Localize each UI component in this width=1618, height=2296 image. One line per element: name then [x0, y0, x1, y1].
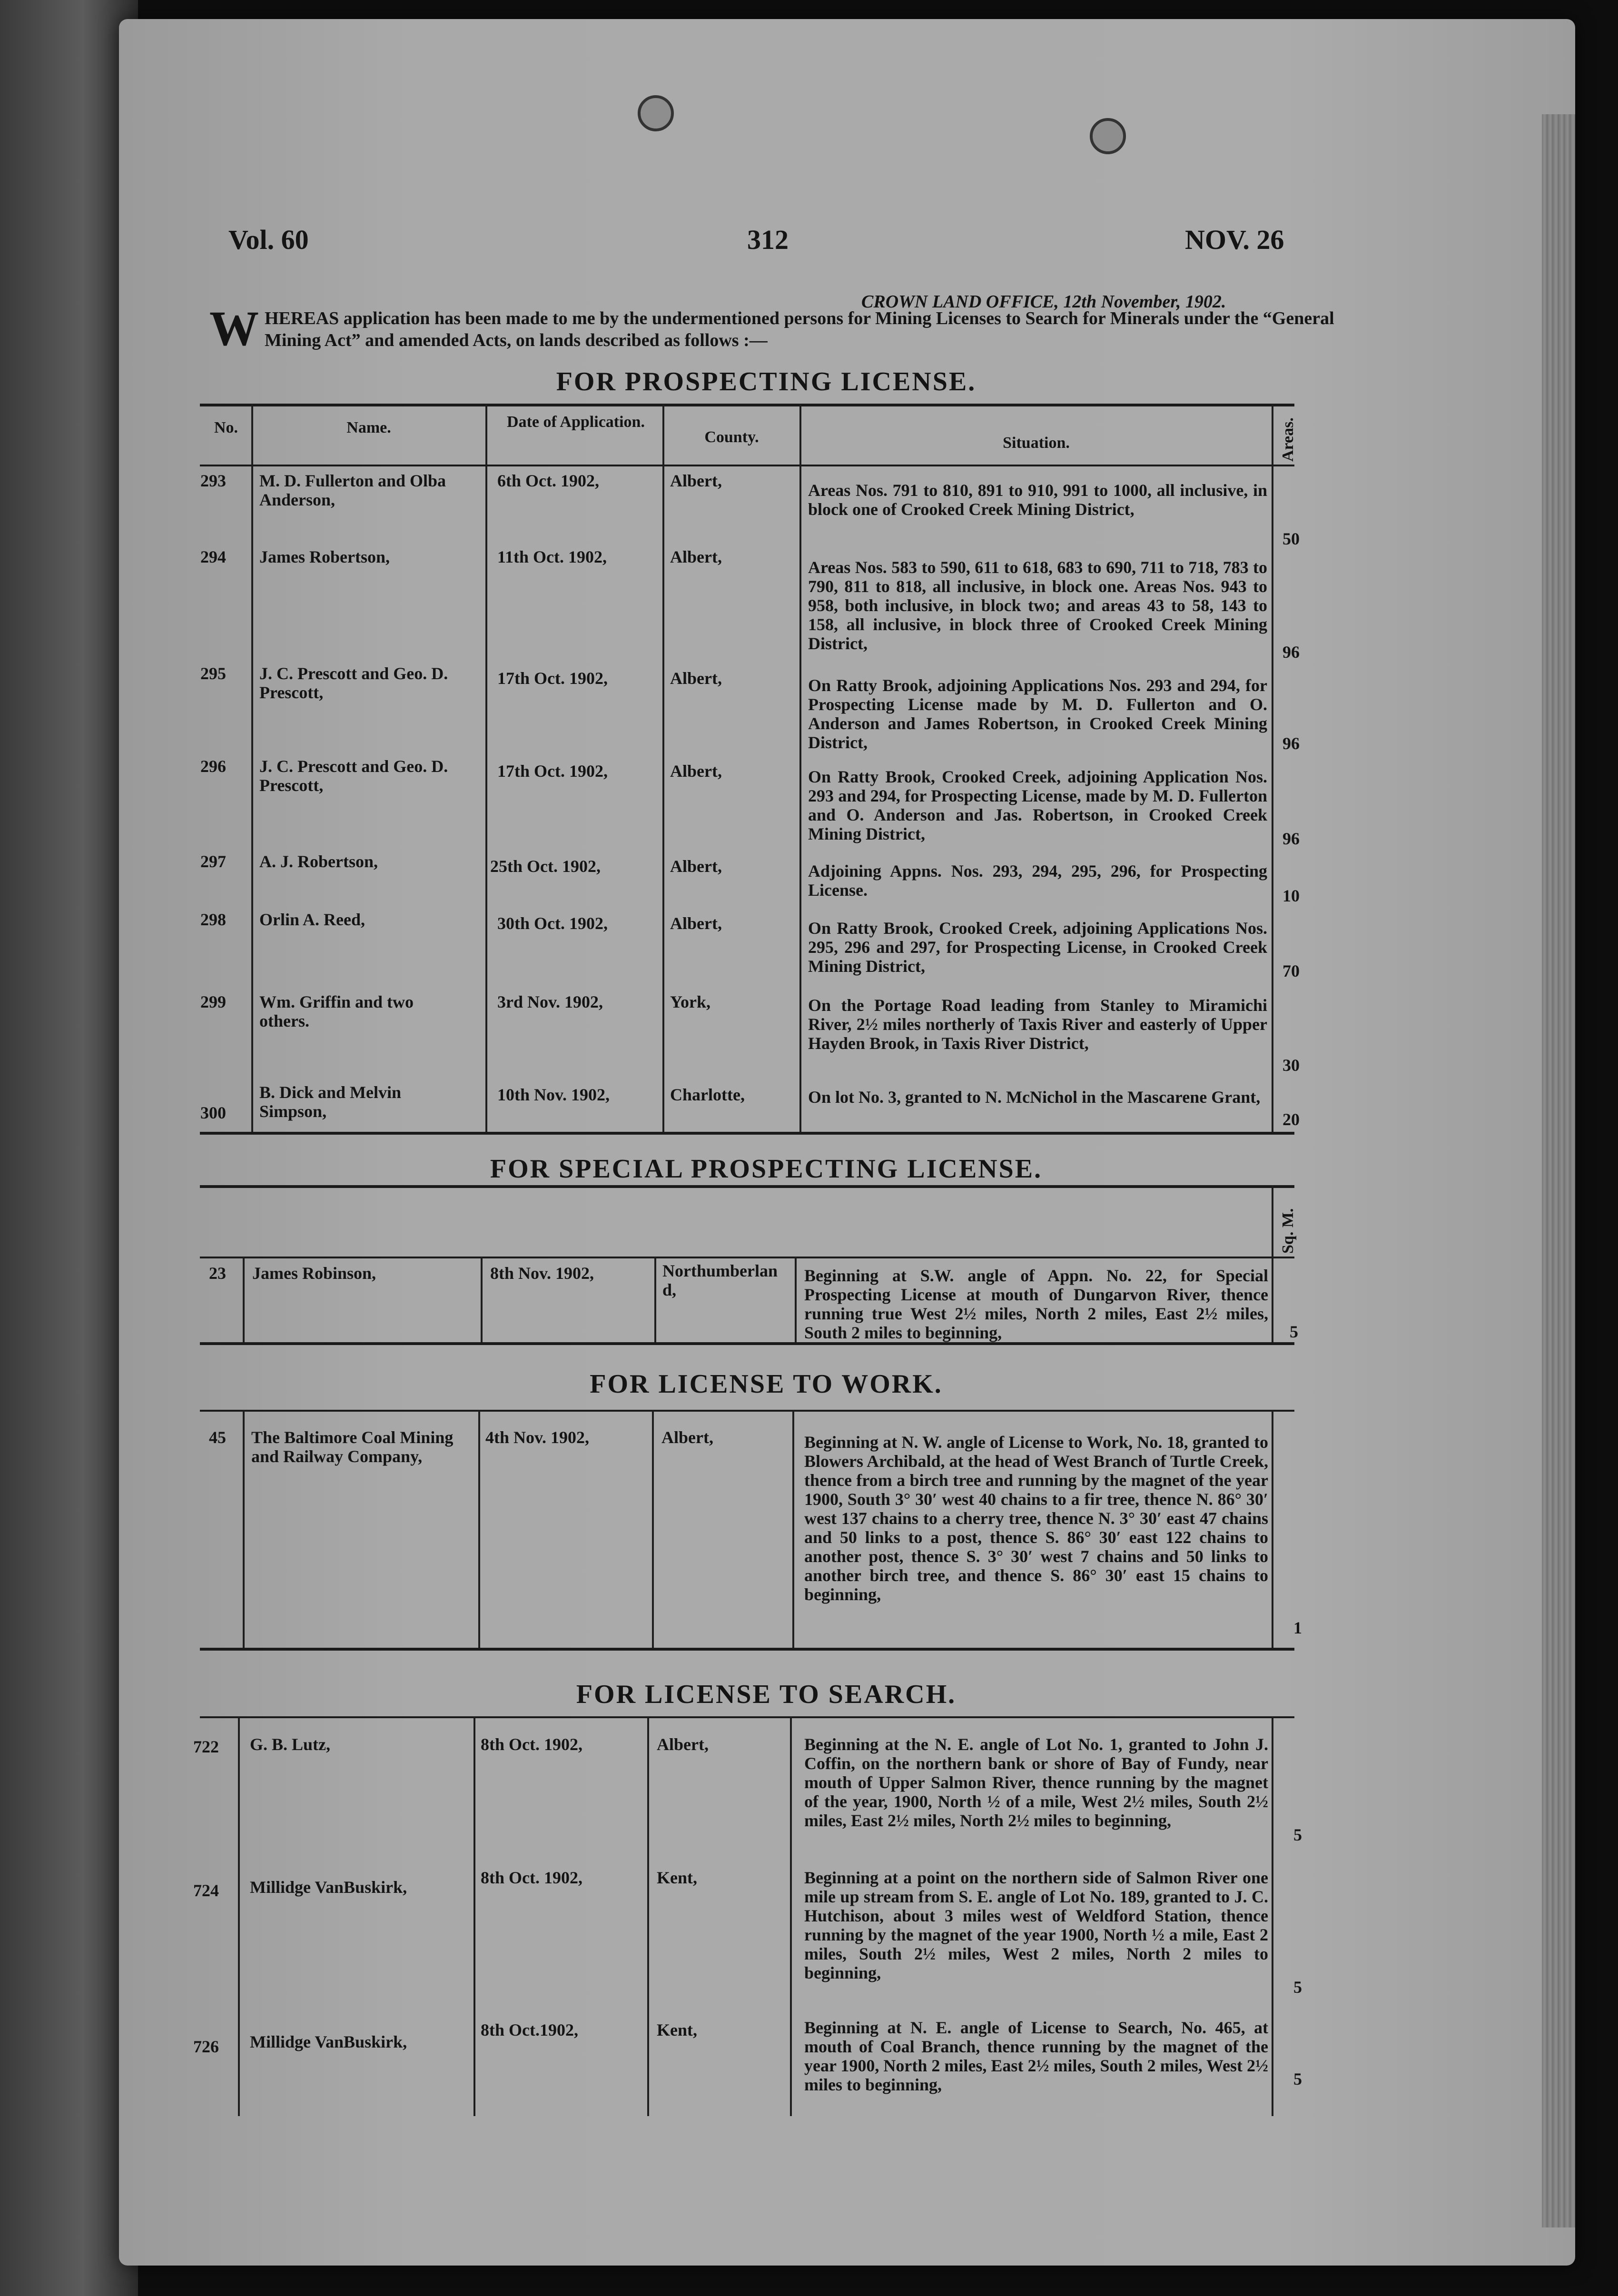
county: York, [670, 992, 711, 1011]
applicant-name: J. C. Prescott and Geo. D. Prescott, [259, 664, 448, 702]
situation-text: On Ratty Brook, Crooked Creek, adjoining Applications Nos. 295, 296 and 297, for Prospecting License, in Crooked Creek Mining District, [808, 919, 1267, 976]
situation-text: Beginning at S.W. angle of Appn. No. 22, for Special Prospecting License at mouth of Dungarvon River, thence running true West 2½ miles, North 2 miles, East 2½ miles, South 2 miles to beginning, [804, 1266, 1268, 1342]
situation-text: Beginning at N. E. angle of License to Search, No. 465, at mouth of Coal Branch, thence running by the magnet of the year 1900, North 2 miles, East 2½ miles, South 2 miles, West 2½ miles to beginning, [804, 2018, 1268, 2094]
situation-text: On lot No. 3, granted to N. McNichol in the Mascarene Grant, [808, 1088, 1261, 1107]
table-bottom-rule [200, 1648, 1294, 1651]
section-title-special: FOR SPECIAL PROSPECTING LICENSE. [490, 1154, 1043, 1184]
application-date: 17th Oct. 1902, [497, 762, 608, 781]
column-divider [1272, 1185, 1273, 1342]
column-divider [790, 1716, 792, 2116]
area-value: 50 [1283, 529, 1300, 548]
application-date: 25th Oct. 1902, [490, 857, 601, 876]
row-number: 293 [200, 471, 226, 490]
column-header-date: Date of Application. [507, 413, 645, 431]
applicant-name: James Robinson, [252, 1264, 376, 1283]
situation-text: On Ratty Brook, adjoining Applications Nos. 293 and 294, for Prospecting License made by M. D. Fullerton and O. Anderson and James Robertson, in Crooked Creek Mining District, [808, 676, 1267, 752]
table-bottom-rule [200, 1342, 1294, 1345]
column-divider [243, 1257, 245, 1342]
previous-page-edge [0, 0, 138, 2296]
situation-text: Beginning at N. W. angle of License to Work, No. 18, granted to Blowers Archibald, at the head of West Branch of Turtle Creek, thence from a birch tree and running by the magnet of the year 1900, South 3° 30′ west 40 chains to a fir tree, thence N. 86° 30′ west 137 chains to a cherry tree, thence N. 3° 30′ east 47 chains and 50 links to a post, thence S. 86° 30′ east 122 chains to another post, thence S. 3° 30′ west 7 chains and 50 links to another birch tree, and thence S. 86° 30′ east 15 chains to beginning, [804, 1433, 1268, 1604]
application-date: 11th Oct. 1902, [497, 547, 607, 566]
column-divider [662, 404, 664, 1132]
intro-text: HEREAS application has been made to me by the undermentioned persons for Mining Licenses to Search for Minerals under the “General Mining Act” and amended Acts, on lands described as follows :— [265, 308, 1334, 350]
header-bottom-rule [200, 465, 1294, 466]
applicant-name: G. B. Lutz, [250, 1735, 331, 1754]
row-number: 724 [193, 1881, 219, 1900]
row-number: 297 [200, 852, 226, 871]
header-bottom-rule [200, 1257, 1294, 1258]
area-value: 96 [1283, 734, 1300, 753]
area-value: 5 [1293, 2069, 1302, 2088]
applicant-name: Wm. Griffin and two others. [259, 992, 414, 1030]
applicant-name: Orlin A. Reed, [259, 910, 365, 929]
page-number: 312 [747, 224, 789, 255]
column-divider [474, 1716, 475, 2116]
applicant-name: J. C. Prescott and Geo. D. Prescott, [259, 757, 448, 795]
office-line: CROWN LAND OFFICE, 12th November, 1902. [861, 292, 1226, 312]
issue-date: NOV. 26 [1185, 224, 1284, 255]
column-divider [654, 1257, 656, 1342]
application-date: 17th Oct. 1902, [497, 669, 608, 688]
area-value: 30 [1283, 1056, 1300, 1075]
row-number: 45 [209, 1428, 226, 1447]
row-number: 722 [193, 1737, 219, 1756]
punch-hole-left [638, 95, 674, 131]
situation-text: Beginning at a point on the northern side of Salmon River one mile up stream from S. E. angle of Lot No. 189, granted to J. C. Hutchison, about 3 miles west of Weldford Station, thence running by the magnet of the year 1900, North ½ a mile, East 2 miles, South 2½ miles, West 2 miles, North 2 miles to beginning, [804, 1868, 1268, 1982]
column-divider [1272, 404, 1273, 1132]
column-divider [647, 1716, 649, 2116]
area-value: 5 [1293, 1978, 1302, 1997]
table-top-rule [200, 404, 1294, 406]
column-divider [799, 404, 801, 1132]
area-value: 1 [1293, 1618, 1302, 1637]
column-divider [792, 1410, 794, 1648]
area-value: 5 [1290, 1322, 1298, 1341]
area-value: 10 [1283, 886, 1300, 905]
situation-text: Areas Nos. 583 to 590, 611 to 618, 683 to 690, 711 to 718, 783 to 790, 811 to 818, all inclusive, in block one. Areas Nos. 943 to 958, both inclusive, in block two; and areas 43 to 58, 143 to 158, all inclusive, in block three of Crooked Creek Mining District, [808, 558, 1267, 653]
row-number: 726 [193, 2037, 219, 2056]
situation-text: Areas Nos. 791 to 810, 891 to 910, 991 to 1000, all inclusive, in block one of Crooked Creek Mining District, [808, 481, 1267, 519]
county: Albert, [657, 1735, 709, 1754]
area-value: 96 [1283, 643, 1300, 662]
situation-text: Beginning at the N. E. angle of Lot No. 1, granted to John J. Coffin, on the northern bank or shore of Bay of Fundy, near mouth of Upper Salmon River, thence running by the magnet of the year, 1900, North ½ of a mile, West 2½ miles, South 2½ miles, East 2½ miles, North 2½ miles to beginning, [804, 1735, 1268, 1830]
area-value: 70 [1283, 961, 1300, 980]
applicant-name: B. Dick and Melvin Simpson, [259, 1083, 402, 1121]
county: Albert, [670, 914, 722, 933]
county: Albert, [670, 669, 722, 688]
county: Northumberland, [662, 1261, 778, 1299]
application-date: 8th Oct. 1902, [481, 1868, 582, 1887]
drop-cap: W [209, 301, 259, 356]
application-date: 8th Oct. 1902, [481, 1735, 582, 1754]
county: Kent, [657, 1868, 697, 1887]
application-date: 8th Oct.1902, [481, 2020, 578, 2039]
table-top-rule [200, 1410, 1294, 1412]
column-header-areas: Areas. [1279, 417, 1297, 462]
row-number: 23 [209, 1264, 226, 1283]
applicant-name: M. D. Fullerton and Olba Anderson, [259, 471, 446, 509]
row-number: 294 [200, 547, 226, 566]
table-top-rule [200, 1716, 1294, 1718]
county: Charlotte, [670, 1085, 745, 1104]
applicant-name: The Baltimore Coal Mining and Railway Company, [251, 1428, 454, 1466]
column-divider [1272, 1410, 1273, 1648]
area-value: 96 [1283, 829, 1300, 848]
table-bottom-rule [200, 1132, 1294, 1135]
page-stack-edge [1542, 114, 1575, 2227]
row-number: 296 [200, 757, 226, 776]
column-divider [478, 1410, 480, 1648]
row-number: 300 [200, 1103, 226, 1122]
punch-hole-right [1090, 118, 1126, 154]
county: Albert, [670, 857, 722, 876]
column-divider [481, 1257, 483, 1342]
column-divider [1272, 1716, 1273, 2116]
county: Albert, [661, 1428, 713, 1447]
application-date: 6th Oct. 1902, [497, 471, 599, 490]
section-title-prospecting: FOR PROSPECTING LICENSE. [556, 367, 977, 396]
column-divider [243, 1410, 245, 1648]
applicant-name: James Robertson, [259, 547, 390, 566]
column-divider [485, 404, 487, 1132]
application-date: 3rd Nov. 1902, [497, 992, 603, 1011]
applicant-name: A. J. Robertson, [259, 852, 378, 871]
situation-text: On Ratty Brook, Crooked Creek, adjoining Application Nos. 293 and 294, for Prospecting License, made by M. D. Fullerton and O. Anderson and Jas. Robertson, in Crooked Creek Mining District, [808, 767, 1267, 843]
area-value: 20 [1283, 1110, 1300, 1129]
application-date: 4th Nov. 1902, [485, 1428, 590, 1447]
table-top-rule [200, 1185, 1294, 1188]
county: Albert, [670, 471, 722, 490]
application-date: 30th Oct. 1902, [497, 914, 608, 933]
column-divider [238, 1716, 240, 2116]
volume-label: Vol. 60 [228, 224, 309, 255]
situation-text: Adjoining Appns. Nos. 293, 294, 295, 296, for Prospecting License. [808, 861, 1267, 900]
row-number: 299 [200, 992, 226, 1011]
column-header-no: No. [214, 419, 238, 436]
column-divider [251, 404, 253, 1132]
area-value: 5 [1293, 1825, 1302, 1844]
row-number: 295 [200, 664, 226, 683]
row-number: 298 [200, 910, 226, 929]
application-date: 10th Nov. 1902, [497, 1085, 610, 1104]
county: Kent, [657, 2020, 697, 2039]
section-title-work: FOR LICENSE TO WORK. [590, 1369, 943, 1399]
column-header-name: Name. [346, 419, 391, 436]
column-header-sq-m: Sq. M. [1279, 1208, 1297, 1254]
situation-text: On the Portage Road leading from Stanley to Miramichi River, 2½ miles northerly of Taxis River and easterly of Upper Hayden Brook, in Taxis River District, [808, 996, 1267, 1053]
column-divider [795, 1257, 797, 1342]
application-date: 8th Nov. 1902, [490, 1264, 594, 1283]
column-header-situation: Situation. [1003, 434, 1070, 452]
column-divider [652, 1410, 654, 1648]
county: Albert, [670, 547, 722, 566]
applicant-name: Millidge VanBuskirk, [250, 1878, 407, 1897]
section-title-search: FOR LICENSE TO SEARCH. [576, 1680, 957, 1709]
applicant-name: Millidge VanBuskirk, [250, 2032, 407, 2051]
county: Albert, [670, 762, 722, 781]
column-header-county: County. [704, 428, 759, 446]
